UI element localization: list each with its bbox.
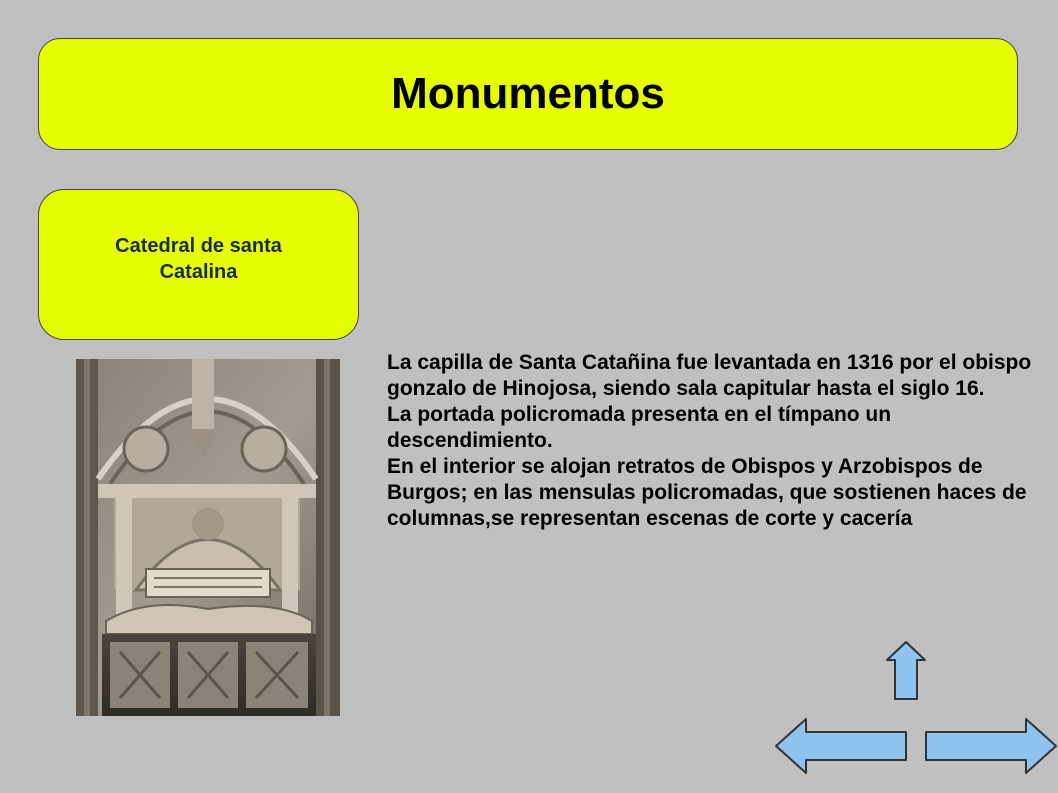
- monument-name: Catedral de santa Catalina: [115, 234, 282, 283]
- left-arrow-icon: [774, 716, 910, 776]
- next-arrow-button[interactable]: [924, 716, 1058, 776]
- description-paragraph: La portada policromada presenta en el tímpano un descendimiento.: [387, 403, 892, 453]
- up-arrow-icon: [884, 640, 928, 702]
- title-banner: [38, 38, 1018, 150]
- chapel-tomb-photo: [76, 359, 340, 716]
- right-arrow-icon: [924, 716, 1058, 776]
- description-paragraph: En el interior se alojan retratos de Obispos y Arzobispos de Burgos; en las mensulas policromadas, que sostienen haces de columnas,se representan escenas de corte y cacería: [387, 455, 1027, 531]
- back-arrow-button[interactable]: [774, 716, 910, 776]
- up-arrow-button[interactable]: [884, 640, 928, 702]
- subtitle-box: [38, 189, 359, 340]
- tomb-photo-icon: [76, 359, 340, 716]
- description-paragraph: La capilla de Santa Catañina fue levantada en 1316 por el obispo gonzalo de Hinojosa, siendo sala capitular hasta el siglo 16.: [387, 351, 1032, 401]
- monument-description: [387, 350, 1055, 532]
- page-title: Monumentos: [391, 69, 665, 118]
